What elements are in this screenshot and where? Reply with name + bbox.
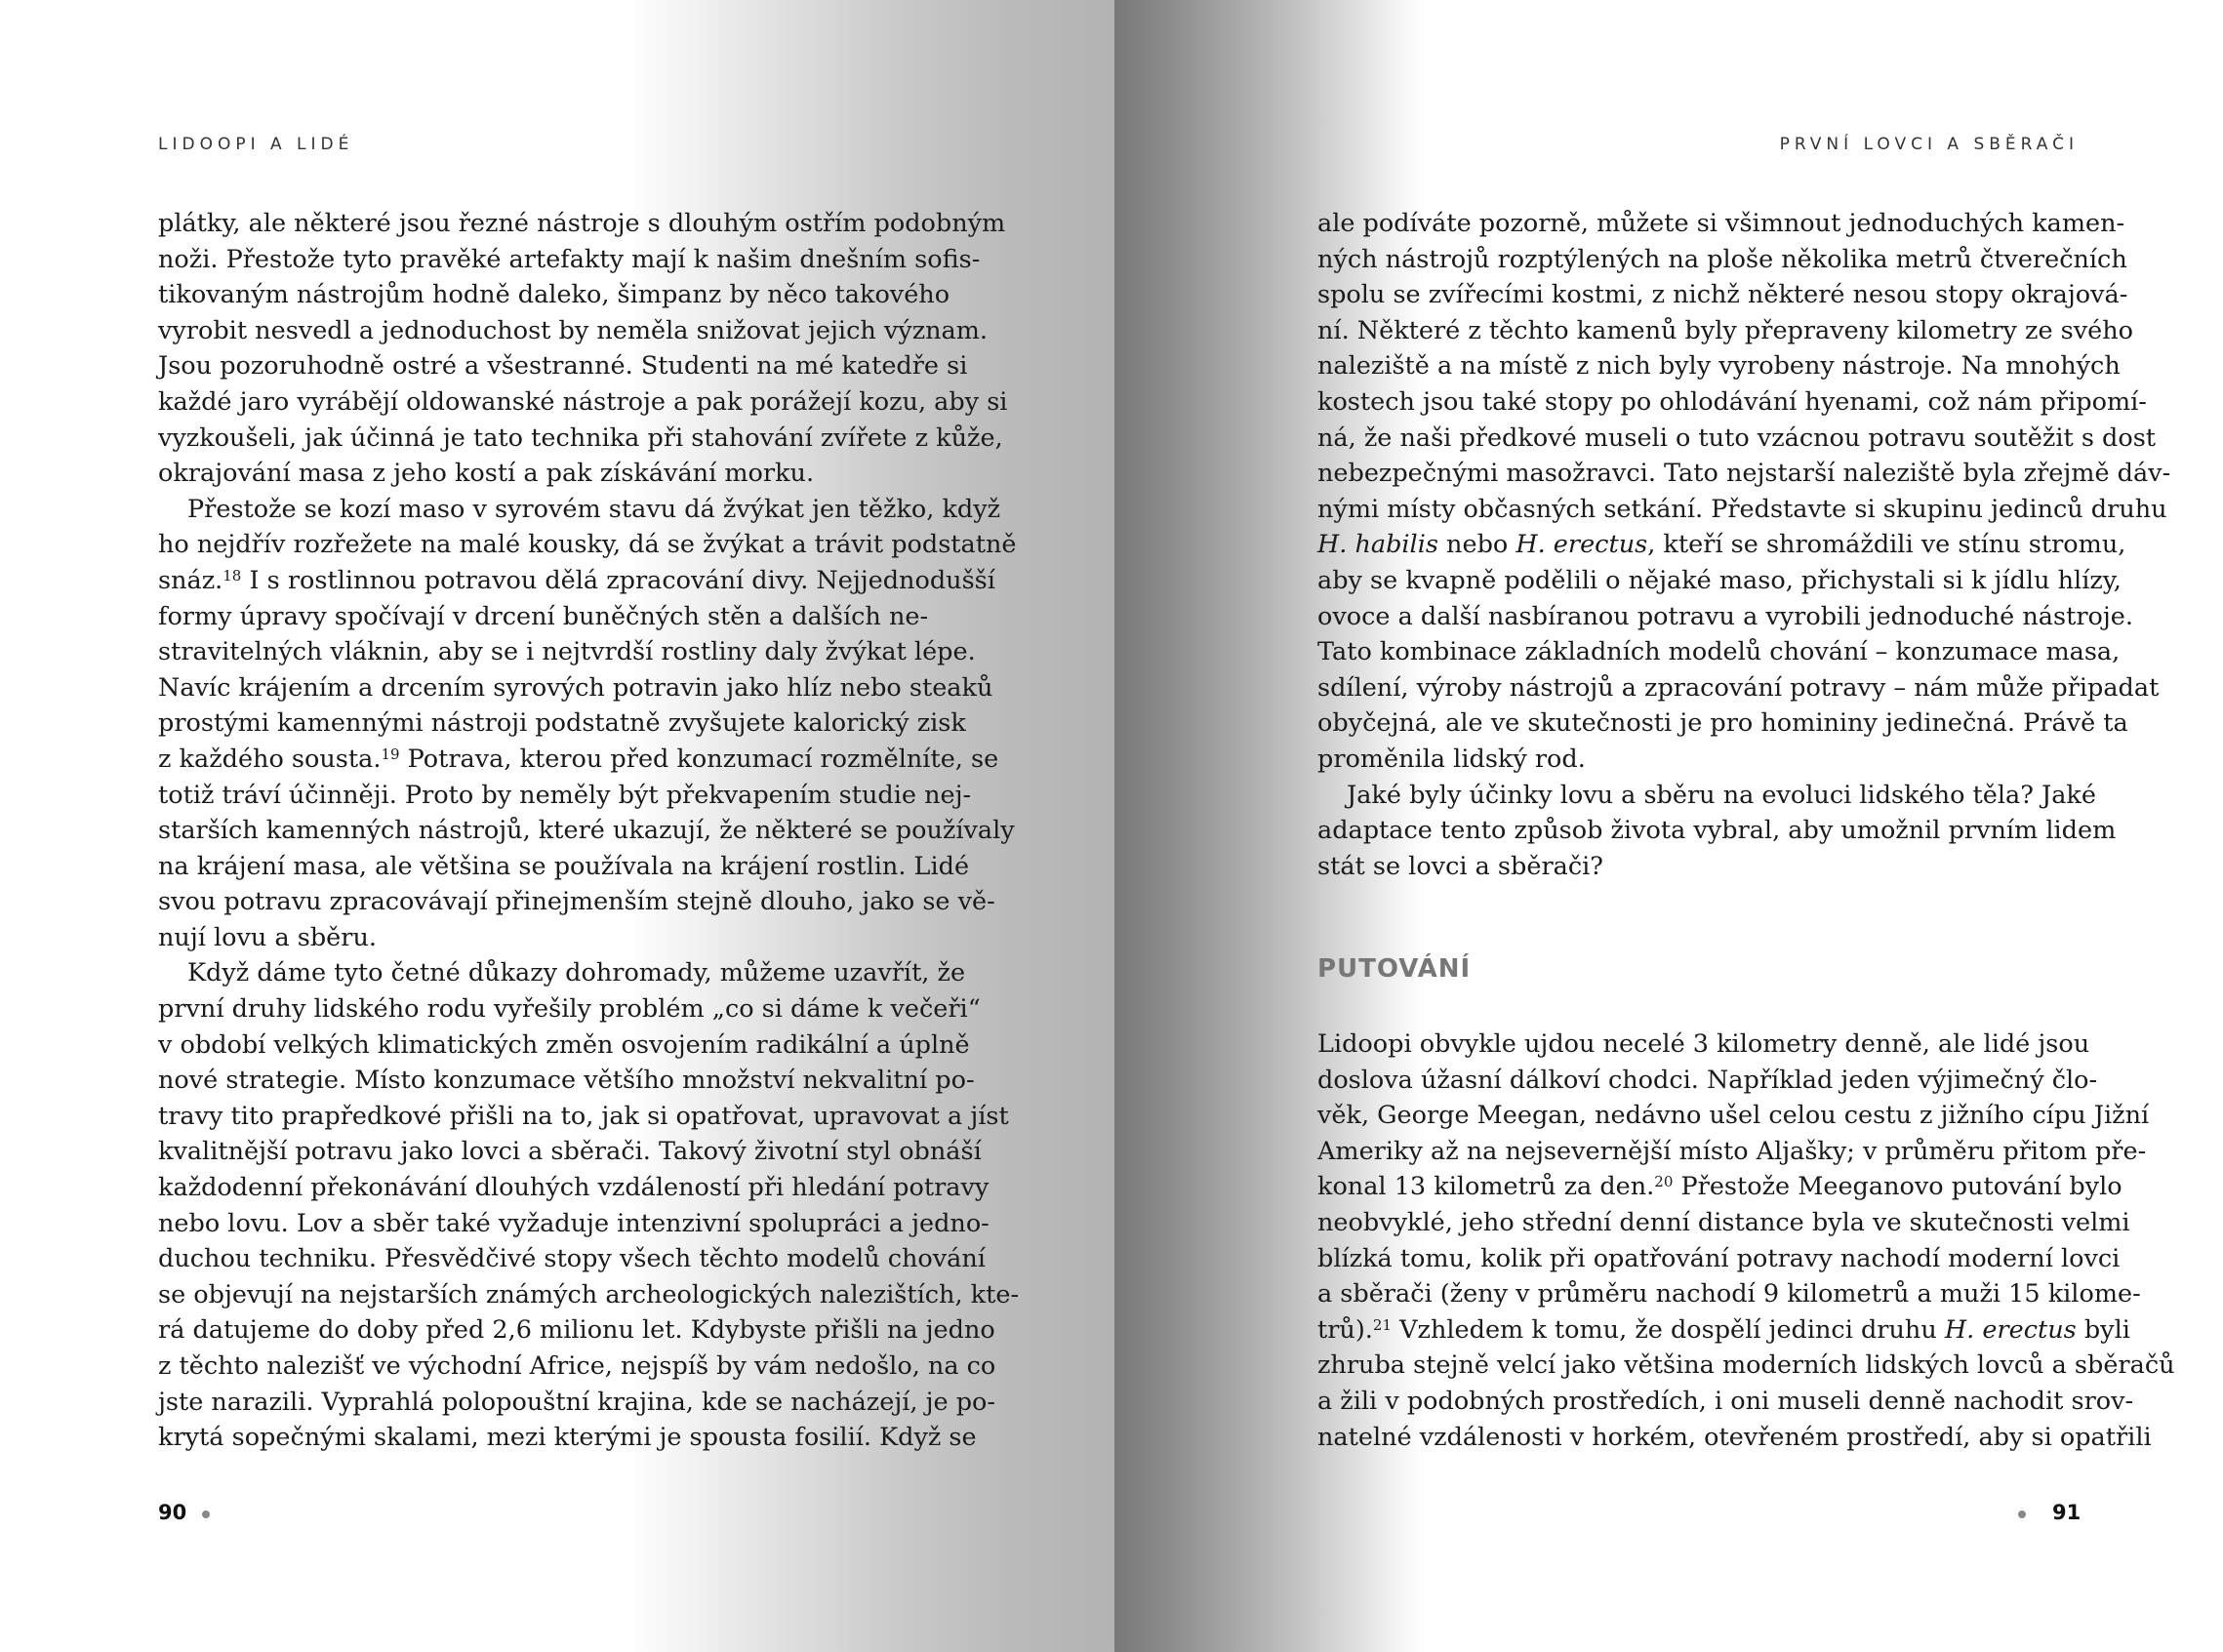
text-run: Když dáme tyto četné důkazy dohromady, můžeme uzavřít, že: [187, 958, 966, 988]
text-run: svou potravu zpracovávají přinejmenším stejně dlouho, jako se vě-: [158, 887, 995, 917]
text-run: Přestože Meeganovo putování bylo: [1673, 1172, 2122, 1202]
folio-dot-icon: [202, 1511, 210, 1518]
text-run: aby se kvapně podělili o nějaké maso, přichystali si k jídlu hlízy,: [1317, 565, 2122, 595]
text-run: noži. Přestože tyto pravěké artefakty mají k našim dnešním sofis-: [158, 244, 981, 274]
text-run: ná, že naši předkové museli o tuto vzácnou potravu soutěžit s dost: [1317, 423, 2157, 453]
text-run: zhruba stejně velcí jako většina moderních lidských lovců a sběračů: [1317, 1350, 2175, 1381]
text-run: doslova úžasní dálkoví chodci. Například jeden výjimečný člo-: [1317, 1065, 2098, 1095]
text-line: [158, 1420, 977, 1456]
text-line: [158, 1027, 970, 1064]
footnote-marker: 20: [1654, 1173, 1674, 1191]
text-line: [1317, 1348, 2175, 1384]
text-line: [1317, 242, 2127, 278]
text-run: vyrobit nesvedl a jednoduchost by neměla snižovat jejich význam.: [158, 315, 989, 345]
text-line: [158, 242, 981, 278]
text-run: vyzkoušeli, jak účinná je tato technika při stahování zvířete z kůže,: [158, 423, 1003, 453]
text-line: [158, 813, 1015, 849]
text-line: [1317, 384, 2147, 421]
text-line: [158, 1349, 996, 1385]
text-run: konal 13 kilometrů za den.: [1317, 1172, 1655, 1202]
species-name: H. habilis: [1317, 530, 1438, 560]
text-line: [1317, 348, 2121, 384]
text-line: [158, 849, 970, 885]
text-line: [158, 492, 1001, 528]
running-head-left: LIDOOPI A LIDÉ: [158, 135, 354, 154]
text-line: [1317, 634, 2121, 670]
text-line: [158, 421, 1003, 457]
text-run: Jsou pozoruhodně ostré a všestranné. Studenti na mé katedře si: [158, 351, 968, 382]
text-run: a sběrači (ženy v průměru nachodí 9 kilometrů a muži 15 kilome-: [1317, 1279, 2141, 1310]
page-number-left: 90: [158, 1501, 187, 1524]
text-run: formy úpravy spočívají v drcení buněčných stěn a dalších ne-: [158, 601, 929, 631]
text-line: [1317, 1276, 2141, 1312]
text-run: Vzhledem k tomu, že dospělí jedinci druhu: [1392, 1314, 1945, 1345]
text-line: [158, 1385, 995, 1421]
text-run: stát se lovci a sběrači?: [1317, 851, 1603, 881]
text-line: [158, 991, 981, 1027]
text-run: kostech jsou také stopy po ohlodávání hyenami, což nám připomí-: [1317, 386, 2147, 417]
text-line: [158, 313, 989, 349]
text-line: [158, 599, 929, 635]
text-line: [1317, 778, 2096, 814]
text-line: [158, 1312, 995, 1349]
text-run: nebo: [1437, 530, 1516, 560]
right-page-body-text: [1317, 206, 2171, 884]
text-line: [158, 634, 976, 670]
text-run: Ameriky až na nejsevernější místo Aljašky; v průměru přitom pře-: [1317, 1136, 2147, 1166]
text-run: totiž tráví účinněji. Proto by neměly být překvapením studie nej-: [158, 780, 972, 810]
text-line: [1317, 1420, 2152, 1456]
text-run: prostými kamennými nástroji podstatně zvyšujete kalorický zisk: [158, 708, 966, 739]
footnote-marker: 21: [1372, 1315, 1393, 1334]
text-run: natelné vzdálenosti v horkém, otevřeném prostředí, aby si opatřili: [1317, 1422, 2152, 1452]
text-line: [158, 778, 972, 814]
text-line: [1317, 1027, 2090, 1063]
text-run: naleziště a na místě z nich byly vyrobeny nástroje. Na mnohých: [1317, 351, 2121, 382]
text-run: nové strategie. Místo konzumace většího množství nekvalitní po-: [158, 1066, 975, 1096]
text-run: a žili v podobných prostředích, i oni museli denně nachodit srov-: [1317, 1386, 2134, 1416]
text-line: [158, 705, 966, 742]
text-run: duchou techniku. Přesvědčivé stopy všech těchto modelů chování: [158, 1244, 986, 1274]
text-run: krytá sopečnými skalami, mezi kterými je spousta fosilií. Když se: [158, 1423, 977, 1453]
text-line: [158, 670, 993, 706]
text-run: každé jaro vyrábějí oldowanské nástroje a pak porážejí kozu, aby si: [158, 386, 1008, 417]
page-number-right: 91: [2052, 1501, 2082, 1524]
text-run: rá datujeme do doby před 2,6 milionu let. Kdybyste přišli na jedno: [158, 1315, 995, 1346]
text-line: [1317, 206, 2125, 242]
text-run: trů).: [1317, 1314, 1373, 1345]
text-run: stravitelných vláknin, aby se i nejtvrdší rostliny daly žvýkat lépe.: [158, 637, 976, 667]
text-line: [1317, 1384, 2134, 1420]
text-line: [1317, 599, 2133, 635]
text-line: [158, 384, 1008, 421]
species-name: H. erectus: [1944, 1314, 2077, 1345]
text-line: [1317, 1134, 2147, 1170]
text-run: Přestože se kozí maso v syrovém stavu dá žvýkat jen těžko, když: [187, 494, 1001, 524]
text-run: Jaké byly účinky lovu a sběru na evoluci lidského těla? Jaké: [1347, 780, 2096, 810]
text-line: [158, 1277, 1020, 1313]
text-line: [158, 563, 995, 599]
text-line: [1317, 742, 2079, 778]
text-run: v období velkých klimatických změn osvojením radikální a úplně: [158, 1029, 970, 1060]
running-head-right: PRVNÍ LOVCI A SBĚRAČI: [1779, 135, 2079, 154]
text-run: první druhy lidského rodu vyřešily problém „co si dáme k večeři“: [158, 994, 981, 1025]
text-line: [158, 1206, 990, 1242]
text-run: okrajování masa z jeho kostí a pak získávání morku.: [158, 459, 815, 489]
text-line: [1317, 670, 2160, 706]
text-line: [158, 742, 999, 778]
text-line: [158, 206, 1006, 242]
text-line: [158, 1241, 986, 1277]
text-run: Potrava, kterou před konzumací rozmělníte, se: [399, 744, 999, 774]
text-line: [158, 1134, 982, 1170]
text-line: [158, 1170, 990, 1206]
text-run: z každého sousta.: [158, 744, 382, 774]
text-run: adaptace tento způsob života vybral, aby umožnil prvním lidem: [1317, 816, 2117, 846]
text-run: nebo lovu. Lov a sběr také vyžaduje intenzivní spolupráci a jedno-: [158, 1208, 990, 1238]
text-line: [1317, 813, 2117, 849]
text-run: blízká tomu, kolik při opatřování potravy nachodí moderní lovci: [1317, 1243, 2121, 1273]
footnote-marker: 18: [222, 566, 242, 584]
text-line: [158, 348, 968, 384]
text-line: [158, 527, 1017, 563]
text-run: obyčejná, ale ve skutečnosti je pro homininy jedinečná. Právě ta: [1317, 708, 2128, 739]
text-line: [158, 955, 966, 991]
text-run: nují lovu a sběru.: [158, 922, 377, 952]
text-line: [158, 920, 919, 956]
text-run: kvalitnější potravu jako lovci a sběrači. Takový životní styl obnáší: [158, 1137, 982, 1167]
text-run: ho nejdřív rozřežete na malé kousky, dá se žvýkat a trávit podstatně: [158, 530, 1017, 560]
text-run: ní. Některé z těchto kamenů byly přepraveny kilometry ze svého: [1317, 315, 2134, 345]
section-heading: PUTOVÁNÍ: [1317, 954, 1472, 984]
text-line: [158, 1063, 975, 1099]
text-run: se objevují na nejstarších známých archeologických nalezištích, kte-: [158, 1279, 1020, 1310]
text-line: [1317, 849, 2079, 885]
folio-dot-icon: [2018, 1511, 2026, 1518]
text-line: [1317, 421, 2157, 457]
right-page-section-text: [1317, 1027, 2175, 1455]
text-line: [1317, 492, 2167, 528]
text-run: proměnila lidský rod.: [1317, 744, 1586, 774]
text-line: [1317, 1169, 2122, 1205]
text-run: snáz.: [158, 565, 223, 595]
text-line: [1317, 277, 2128, 313]
text-line: [158, 1099, 1009, 1135]
text-line: [1317, 527, 2126, 563]
text-run: , kteří se shromáždili ve stínu stromu,: [1647, 530, 2126, 560]
species-name: H. erectus: [1516, 530, 1648, 560]
text-run: jste narazili. Vyprahlá polopouštní krajina, kde se nacházejí, je po-: [158, 1387, 995, 1417]
text-run: věk, George Meegan, nedávno ušel celou cestu z jižního cípu Jižní: [1317, 1101, 2150, 1131]
text-run: neobvyklé, jeho střední denní distance byla ve skutečnosti velmi: [1317, 1207, 2130, 1237]
text-run: Tato kombinace základních modelů chování – konzumace masa,: [1317, 637, 2121, 667]
left-page-body-text: [158, 206, 1020, 1456]
text-line: [1317, 456, 2171, 492]
text-run: na krájení masa, ale většina se používala na krájení rostlin. Lidé: [158, 851, 970, 881]
text-run: ale podíváte pozorně, můžete si všimnout jednoduchých kamen-: [1317, 209, 2125, 238]
text-line: [1317, 1063, 2098, 1099]
footnote-marker: 19: [381, 745, 400, 763]
text-run: nými místy občasných setkání. Představte si skupinu jedinců druhu: [1317, 494, 2167, 524]
text-run: tikovaným nástrojům hodně daleko, šimpanz by něco takového: [158, 280, 950, 310]
text-line: [158, 884, 995, 920]
text-run: Navíc krájením a drcením syrových potravin jako hlíz nebo steaků: [158, 672, 993, 703]
text-line: [1317, 1312, 2130, 1349]
text-run: Lidoopi obvykle ujdou necelé 3 kilometry denně, ale lidé jsou: [1317, 1029, 2090, 1059]
text-run: sdílení, výroby nástrojů a zpracování potravy – nám může připadat: [1317, 672, 2160, 703]
text-run: každodenní překonávání dlouhých vzdáleností při hledání potravy: [158, 1173, 990, 1203]
text-line: [158, 456, 919, 492]
text-run: travy tito prapředkové přišli na to, jak si opatřovat, upravovat a jíst: [158, 1101, 1009, 1131]
text-run: plátky, ale některé jsou řezné nástroje s dlouhým ostřím podobným: [158, 209, 1006, 238]
text-run: byli: [2076, 1314, 2130, 1345]
text-line: [1317, 1205, 2130, 1241]
text-line: [1317, 313, 2134, 349]
text-run: I s rostlinnou potravou dělá zpracování divy. Nejjednodušší: [241, 565, 995, 595]
text-line: [1317, 1098, 2150, 1134]
text-line: [1317, 705, 2128, 742]
text-line: [1317, 1241, 2121, 1277]
text-line: [1317, 563, 2122, 599]
text-run: spolu se zvířecími kostmi, z nichž některé nesou stopy okrajová-: [1317, 280, 2128, 310]
text-run: starších kamenných nástrojů, které ukazují, že některé se používaly: [158, 816, 1015, 846]
text-run: ných nástrojů rozptýlených na ploše několika metrů čtverečních: [1317, 244, 2127, 274]
text-run: ovoce a další nasbíranou potravu a vyrobili jednoduché nástroje.: [1317, 601, 2133, 631]
text-run: nebezpečnými masožravci. Tato nejstarší naleziště byla zřejmě dáv-: [1317, 459, 2171, 489]
text-run: z těchto nalezišť ve východní Africe, nejspíš by vám nedošlo, na co: [158, 1351, 996, 1381]
text-line: [158, 277, 950, 313]
